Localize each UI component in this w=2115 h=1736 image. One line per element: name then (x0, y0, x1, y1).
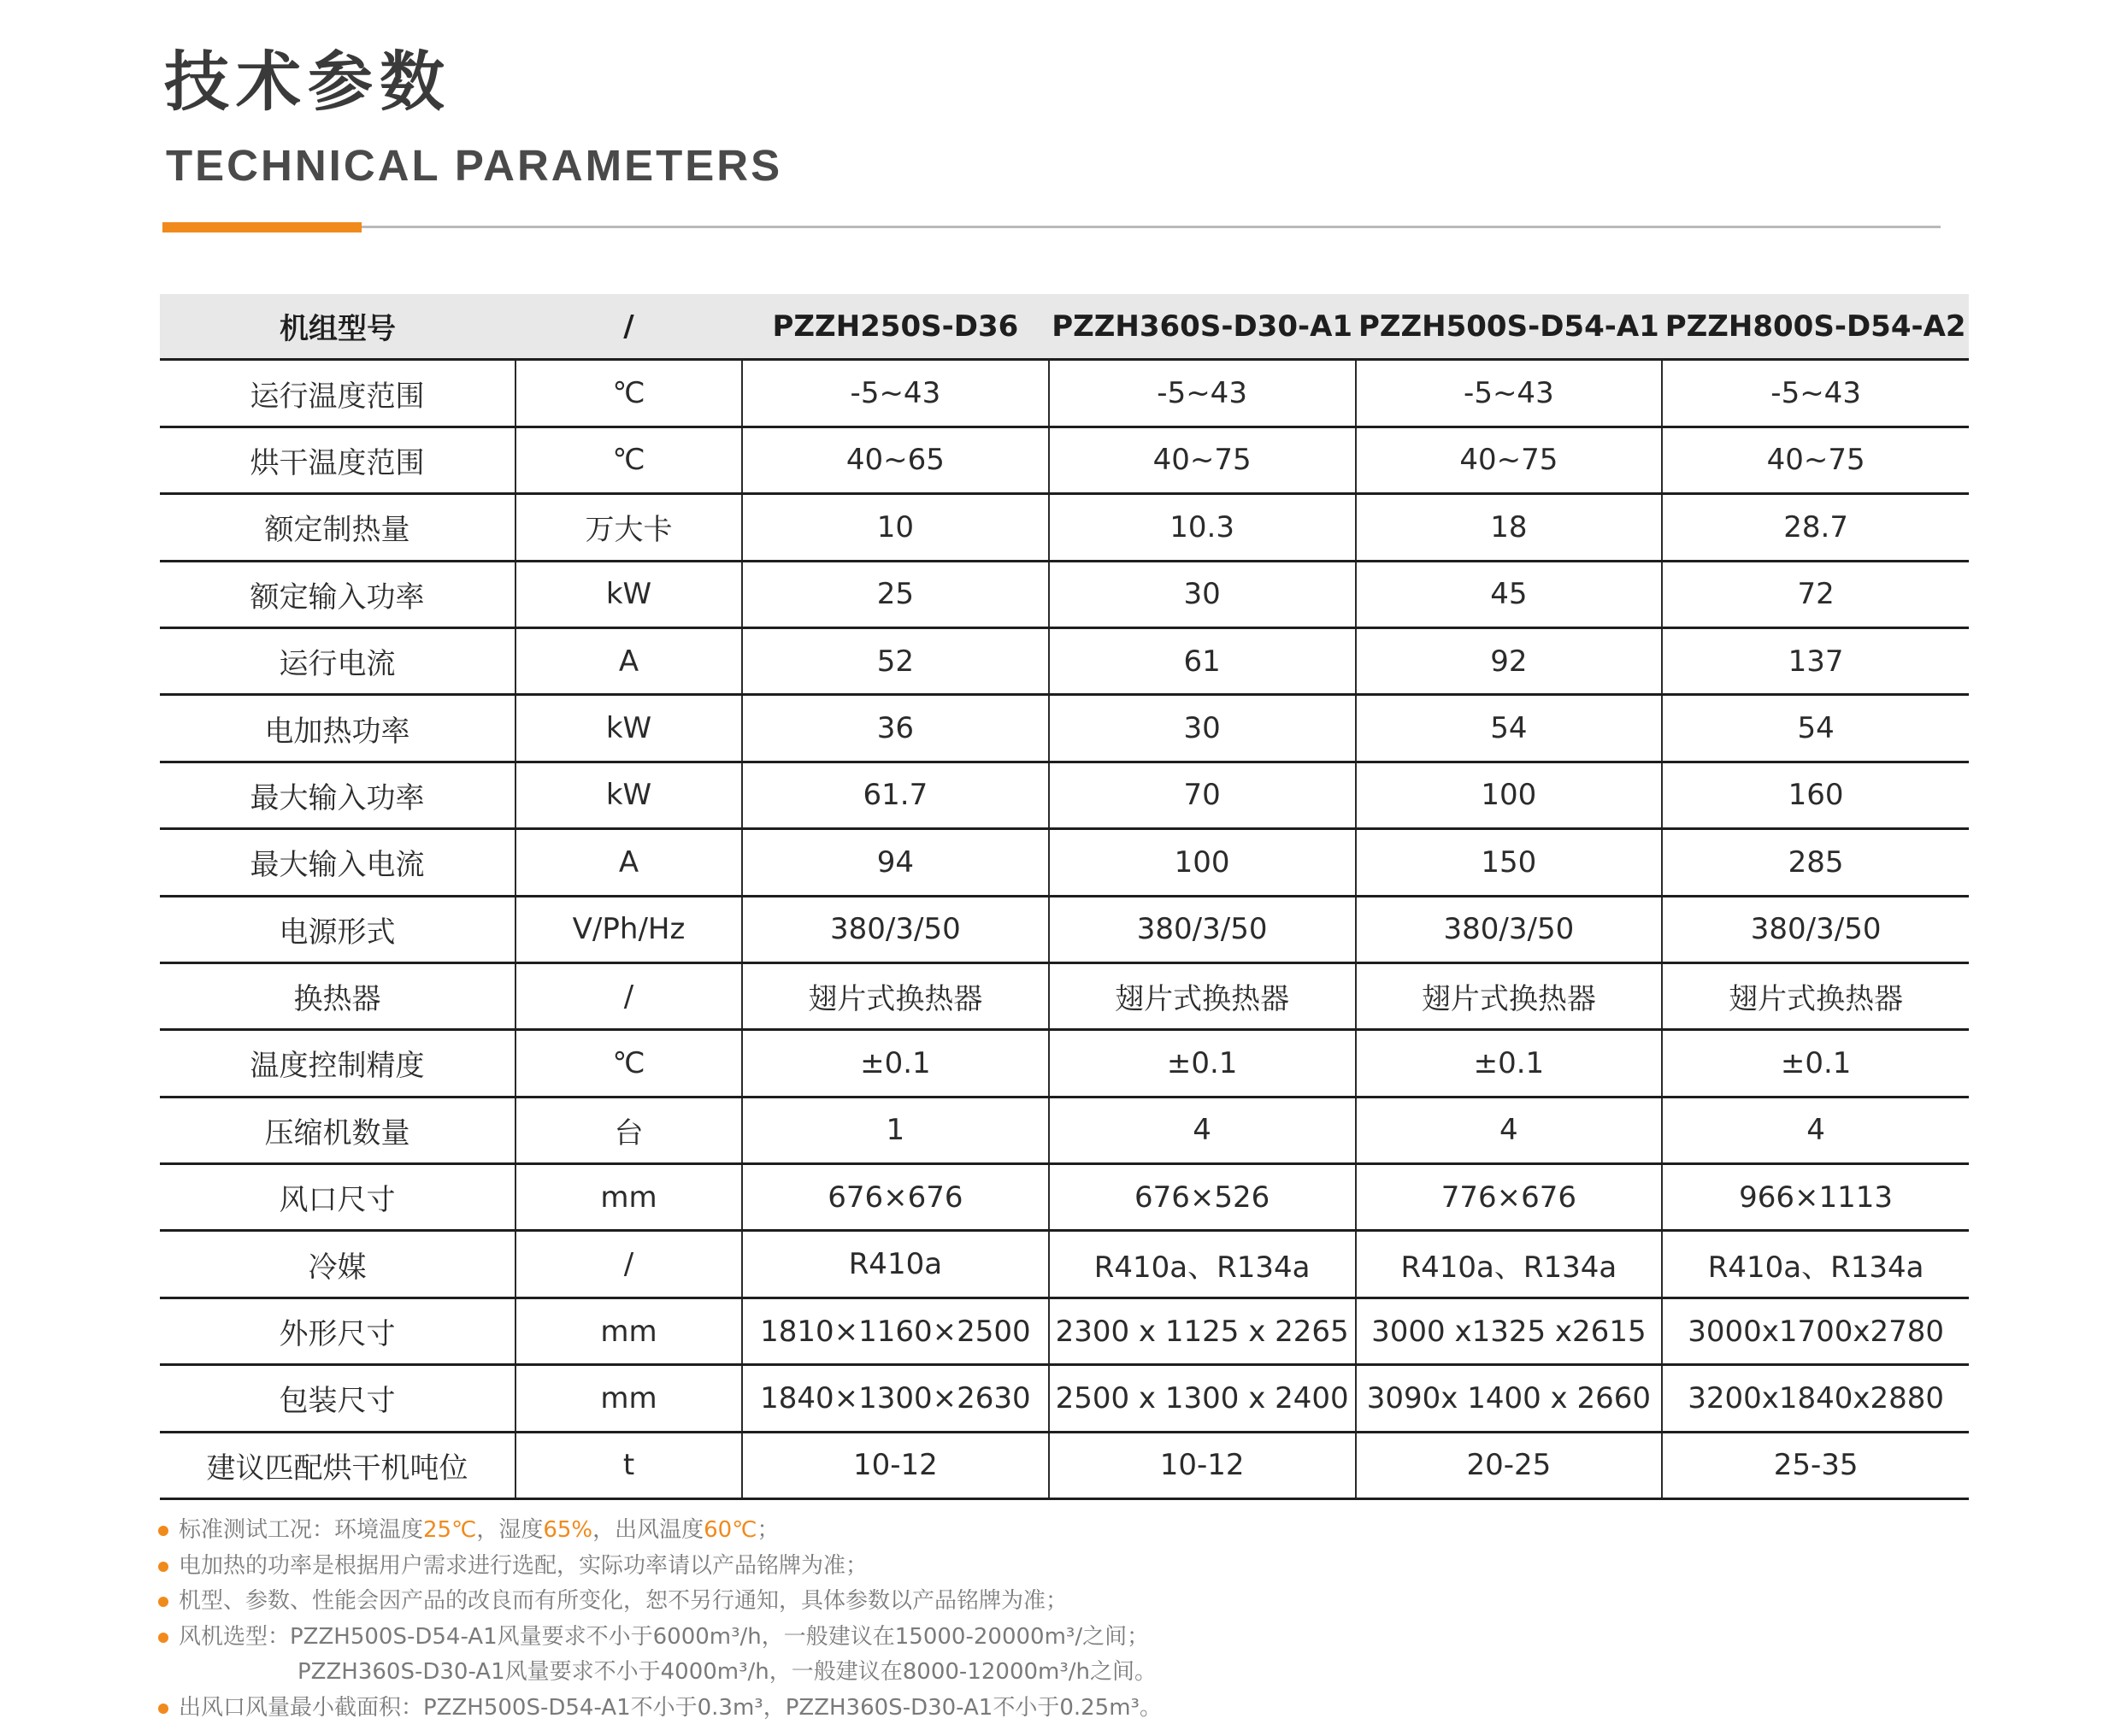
cell-model-3: 翅片式换热器 (1356, 962, 1663, 1029)
row-unit: t (515, 1432, 742, 1498)
note-fan-selection-continued: PZZH360S-D30-A1风量要求不小于4000m³/h，一般建议在8000-12000m³/h之间。 (298, 1659, 1158, 1685)
row-label: 冷媒 (160, 1231, 515, 1298)
cell-model-3: 3090x 1400 x 2660 (1356, 1365, 1663, 1432)
title-divider (162, 226, 1941, 228)
header-model-4: PZZH800S-D54-A2 (1662, 294, 1969, 360)
cell-model-2: 10.3 (1049, 494, 1356, 561)
header-model-3: PZZH500S-D54-A1 (1356, 294, 1663, 360)
note-text: ，出风温度 (592, 1517, 704, 1543)
cell-model-3: 776×676 (1356, 1164, 1663, 1231)
row-label: 压缩机数量 (160, 1097, 515, 1163)
cell-model-3: -5~43 (1356, 360, 1663, 427)
table-row (160, 360, 1969, 427)
cell-model-4: ±0.1 (1662, 1030, 1969, 1097)
cell-model-4: 3000x1700x2780 (1662, 1298, 1969, 1364)
cell-model-4: 4 (1662, 1097, 1969, 1163)
page-title-cn: 技术参数 (164, 44, 451, 120)
row-label: 额定输入功率 (160, 561, 515, 627)
table-row (160, 762, 1969, 828)
cell-model-3: 100 (1356, 762, 1663, 828)
cell-model-4: R410a、R134a (1662, 1231, 1969, 1298)
table-row (160, 1432, 1969, 1498)
cell-model-4: 25-35 (1662, 1432, 1969, 1498)
cell-model-4: 137 (1662, 627, 1969, 694)
cell-model-4: 翅片式换热器 (1662, 962, 1969, 1029)
cell-model-3: 40~75 (1356, 427, 1663, 493)
cell-model-1: 25 (742, 561, 1049, 627)
row-label: 烘干温度范围 (160, 427, 515, 493)
note-text: ； (757, 1517, 780, 1543)
table-row (160, 561, 1969, 627)
cell-model-2: 2500 x 1300 x 2400 (1049, 1365, 1356, 1432)
table-row (160, 494, 1969, 561)
header-model-2: PZZH360S-D30-A1 (1049, 294, 1356, 360)
cell-model-1: 1 (742, 1097, 1049, 1163)
cell-model-3: R410a、R134a (1356, 1231, 1663, 1298)
cell-model-1: 翅片式换热器 (742, 962, 1049, 1029)
row-unit: kW (515, 561, 742, 627)
row-label: 电加热功率 (160, 695, 515, 762)
note-highlight-humidity: 65% (543, 1517, 593, 1543)
note-disclaimer: 机型、参数、性能会因产品的改良而有所变化，恕不另行通知，具体参数以产品铭牌为准； (158, 1584, 1162, 1620)
cell-model-1: -5~43 (742, 360, 1049, 427)
cell-model-3: 54 (1356, 695, 1663, 762)
table-row (160, 1365, 1969, 1432)
technical-parameters-table (160, 294, 1969, 1500)
cell-model-4: 40~75 (1662, 427, 1969, 493)
cell-model-3: 20-25 (1356, 1432, 1663, 1498)
table-row (160, 627, 1969, 694)
row-label: 温度控制精度 (160, 1030, 515, 1097)
note-highlight-outlet-temp: 60℃ (704, 1517, 757, 1543)
header-model-label: 机组型号 (160, 294, 515, 360)
cell-model-2: -5~43 (1049, 360, 1356, 427)
row-label: 最大输入功率 (160, 762, 515, 828)
cell-model-3: 4 (1356, 1097, 1663, 1163)
cell-model-1: 10 (742, 494, 1049, 561)
row-label: 运行温度范围 (160, 360, 515, 427)
cell-model-2: 2300 x 1125 x 2265 (1049, 1298, 1356, 1364)
cell-model-2: 30 (1049, 695, 1356, 762)
header-model-1: PZZH250S-D36 (742, 294, 1049, 360)
cell-model-1: R410a (742, 1231, 1049, 1298)
cell-model-4: 28.7 (1662, 494, 1969, 561)
cell-model-1: 52 (742, 627, 1049, 694)
row-label: 换热器 (160, 962, 515, 1029)
row-unit: mm (515, 1298, 742, 1364)
cell-model-2: 676×526 (1049, 1164, 1356, 1231)
row-label: 最大输入电流 (160, 829, 515, 896)
row-label: 额定制热量 (160, 494, 515, 561)
cell-model-2: 10-12 (1049, 1432, 1356, 1498)
cell-model-3: 45 (1356, 561, 1663, 627)
cell-model-3: 150 (1356, 829, 1663, 896)
row-unit: 台 (515, 1097, 742, 1163)
note-test-conditions (158, 1513, 1162, 1549)
row-unit: ℃ (515, 1030, 742, 1097)
cell-model-2: 翅片式换热器 (1049, 962, 1356, 1029)
table-row (160, 1097, 1969, 1163)
cell-model-1: 676×676 (742, 1164, 1049, 1231)
row-unit: 万大卡 (515, 494, 742, 561)
cell-model-3: 3000 x1325 x2615 (1356, 1298, 1663, 1364)
cell-model-1: 10-12 (742, 1432, 1049, 1498)
table-header-row (160, 294, 1969, 360)
title-accent-bar (162, 222, 362, 232)
row-label: 运行电流 (160, 627, 515, 694)
table-row (160, 896, 1969, 962)
cell-model-2: ±0.1 (1049, 1030, 1356, 1097)
row-unit: kW (515, 762, 742, 828)
note-highlight-temperature: 25℃ (423, 1517, 477, 1543)
cell-model-1: 36 (742, 695, 1049, 762)
row-unit: ℃ (515, 360, 742, 427)
table-row (160, 695, 1969, 762)
cell-model-4: -5~43 (1662, 360, 1969, 427)
cell-model-2: 380/3/50 (1049, 896, 1356, 962)
row-unit: A (515, 627, 742, 694)
row-unit: kW (515, 695, 742, 762)
table-row (160, 1164, 1969, 1231)
cell-model-3: 18 (1356, 494, 1663, 561)
cell-model-4: 285 (1662, 829, 1969, 896)
notes-list (158, 1513, 1162, 1726)
table-row (160, 1231, 1969, 1298)
cell-model-3: 92 (1356, 627, 1663, 694)
row-unit: ℃ (515, 427, 742, 493)
table-row (160, 829, 1969, 896)
note-electric-heating: 电加热的功率是根据用户需求进行选配，实际功率请以产品铭牌为准； (158, 1549, 1162, 1585)
row-unit: V/Ph/Hz (515, 896, 742, 962)
row-label: 建议匹配烘干机吨位 (160, 1432, 515, 1498)
table-row (160, 1030, 1969, 1097)
row-unit: A (515, 829, 742, 896)
note-text: ，湿度 (476, 1517, 544, 1543)
row-unit: mm (515, 1365, 742, 1432)
cell-model-1: 94 (742, 829, 1049, 896)
row-unit: / (515, 1231, 742, 1298)
cell-model-1: 1840×1300×2630 (742, 1365, 1049, 1432)
cell-model-2: 30 (1049, 561, 1356, 627)
cell-model-4: 72 (1662, 561, 1969, 627)
cell-model-4: 3200x1840x2880 (1662, 1365, 1969, 1432)
cell-model-1: 380/3/50 (742, 896, 1049, 962)
note-text: 标准测试工况：环境温度 (179, 1517, 424, 1543)
cell-model-3: 380/3/50 (1356, 896, 1663, 962)
row-unit: / (515, 962, 742, 1029)
cell-model-4: 160 (1662, 762, 1969, 828)
cell-model-2: 61 (1049, 627, 1356, 694)
table-row (160, 1298, 1969, 1364)
cell-model-2: 40~75 (1049, 427, 1356, 493)
cell-model-4: 380/3/50 (1662, 896, 1969, 962)
page-title-en: TECHNICAL PARAMETERS (166, 141, 783, 190)
table-row (160, 962, 1969, 1029)
cell-model-2: R410a、R134a (1049, 1231, 1356, 1298)
cell-model-1: 40~65 (742, 427, 1049, 493)
row-label: 风口尺寸 (160, 1164, 515, 1231)
row-label: 外形尺寸 (160, 1298, 515, 1364)
note-outlet-area: 出风口风量最小截面积：PZZH500S-D54-A1不小于0.3m³，PZZH360S-D30-A1不小于0.25m³。 (158, 1691, 1162, 1727)
cell-model-4: 966×1113 (1662, 1164, 1969, 1231)
cell-model-3: ±0.1 (1356, 1030, 1663, 1097)
row-label: 电源形式 (160, 896, 515, 962)
cell-model-1: ±0.1 (742, 1030, 1049, 1097)
row-label: 包装尺寸 (160, 1365, 515, 1432)
table-row (160, 427, 1969, 493)
row-unit: mm (515, 1164, 742, 1231)
cell-model-1: 1810×1160×2500 (742, 1298, 1049, 1364)
header-unit: / (515, 294, 742, 360)
cell-model-2: 4 (1049, 1097, 1356, 1163)
cell-model-2: 70 (1049, 762, 1356, 828)
cell-model-2: 100 (1049, 829, 1356, 896)
cell-model-4: 54 (1662, 695, 1969, 762)
note-fan-selection: 风机选型：PZZH500S-D54-A1风量要求不小于6000m³/h，一般建议在15000-20000m³/之间； (158, 1620, 1162, 1656)
cell-model-1: 61.7 (742, 762, 1049, 828)
